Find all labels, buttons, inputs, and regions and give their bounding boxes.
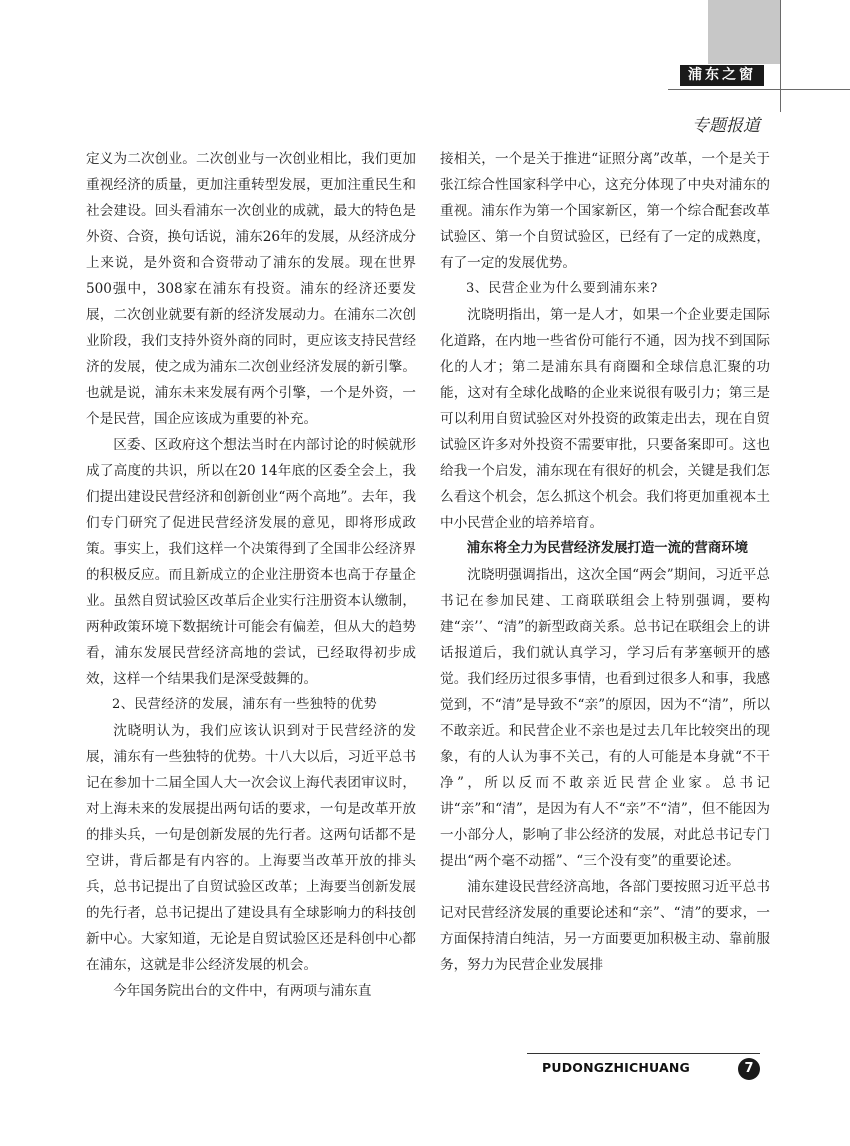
magazine-logo: 浦东之窗: [680, 65, 764, 86]
right-column: [440, 146, 770, 978]
subheading: 3、民营企业为什么要到浦东来?: [466, 281, 658, 296]
paragraph: 浦东建设民营经济高地，各部门要按照习近平总书记对民营经济发展的重要论述和“亲”、“清”的要求，一方面保持清白纯洁，另一方面要更加积极主动、靠前服务，努力为民营企业发展排: [440, 879, 770, 973]
header-horizontal-rule: [668, 89, 850, 90]
footer-rule: [527, 1053, 760, 1054]
bold-heading: 浦东将全力为民营经济发展打造一流的营商环境: [466, 541, 748, 556]
page-number: 7: [738, 1058, 760, 1080]
footer-brand: PUDONGZHICHUANG: [542, 1060, 691, 1075]
paragraph: 定义为二次创业。二次创业与一次创业相比，我们更加重视经济的质量，更加注重转型发展，更加注重民生和社会建设。回头看浦东一次创业的成就，最大的特色是外资、合资，换句话说，浦东26年的发展，从经济成分上来说，是外资和合资带动了浦东的发展。现在世界500强中，308家在浦东有投资。浦东的经济还要发展，二次创业就要有新的经济发展动力。在浦东二次创业阶段，我们支持外资外商的同时，更应该支持民营经济的发展，使之成为浦东二次创业经济发展的新引擎。也就是说，浦东未来发展有两个引擎，一个是外资，一个是民营，国企应该成为重要的补充。: [86, 151, 416, 427]
left-column: [86, 146, 416, 1004]
header-gray-tab: [708, 0, 780, 64]
header-vertical-rule: [780, 0, 781, 112]
paragraph: 沈晓明指出，第一是人才，如果一个企业要走国际化道路，在内地一些省份可能行不通，因为找不到国际化的人才；第二是浦东具有商圈和全球信息汇聚的功能，这对有全球化战略的企业来说很有吸引力；第三是可以利用自贸试验区对外投资的政策走出去，现在自贸试验区许多对外投资不需要审批，只要备案即可。这也给我一个启发，浦东现在有很好的机会，关键是我们怎么看这个机会，怎么抓这个机会。我们将更加重视本土中小民营企业的培养培育。: [440, 307, 770, 531]
section-label: 专题报道: [692, 116, 760, 136]
paragraph: 沈晓明认为，我们应该认识到对于民营经济的发展，浦东有一些独特的优势。十八大以后，习近平总书记在参加十二届全国人大一次会议上海代表团审议时，对上海未来的发展提出两句话的要求，一句是改革开放的排头兵，一句是创新发展的先行者。这两句话都不是空讲，背后都是有内容的。上海要当改革开放的排头兵，总书记提出了自贸试验区改革；上海要当创新发展的先行者，总书记提出了建设具有全球影响力的科技创新中心。大家知道，无论是自贸试验区还是科创中心都在浦东，这就是非公经济发展的机会。: [86, 723, 416, 973]
paragraph: 接相关，一个是关于推进“证照分离”改革，一个是关于张江综合性国家科学中心，这充分体现了中央对浦东的重视。浦东作为第一个国家新区，第一个综合配套改革试验区、第一个自贸试验区，已经有了一定的成熟度，有了一定的发展优势。: [440, 151, 770, 271]
paragraph: 区委、区政府这个想法当时在内部讨论的时候就形成了高度的共识，所以在20 14年底的区委全会上，我们提出建设民营经济和创新创业“两个高地”。去年，我们专门研究了促进民营经济发展的意见，即将形成政策。事实上，我们这样一个决策得到了全国非公经济界的积极反应。而且新成立的企业注册资本也高于存量企业。虽然自贸试验区改革后企业实行注册资本认缴制，两种政策环境下数据统计可能会有偏差，但从大的趋势看，浦东发展民营经济高地的尝试，已经取得初步成效，这样一个结果我们是深受鼓舞的。: [86, 437, 416, 687]
paragraph: 沈晓明强调指出，这次全国“两会”期间，习近平总书记在参加民建、工商联联组会上特别强调，要构建“亲’’、“清”的新型政商关系。总书记在联组会上的讲话报道后，我们就认真学习，学习后有茅塞顿开的感觉。我们经历过很多事情，也看到过很多人和事，我感觉到，不“清”是导致不“亲”的原因，因为不“清”，所以不敢亲近。和民营企业不亲也是过去几年比较突出的现象，有的人认为事不关己，有的人可能是本身就“不干净”，所以反而不敢亲近民营企业家。总书记讲“亲”和“清”，是因为有人不“亲”不“清”，但不能因为一小部分人，影响了非公经济的发展，对此总书记专门提出“两个毫不动摇”、“三个没有变”的重要论述。: [440, 567, 770, 869]
paragraph: 今年国务院出台的文件中，有两项与浦东直: [113, 983, 372, 999]
subheading: 2、民营经济的发展，浦东有一些独特的优势: [112, 697, 378, 712]
